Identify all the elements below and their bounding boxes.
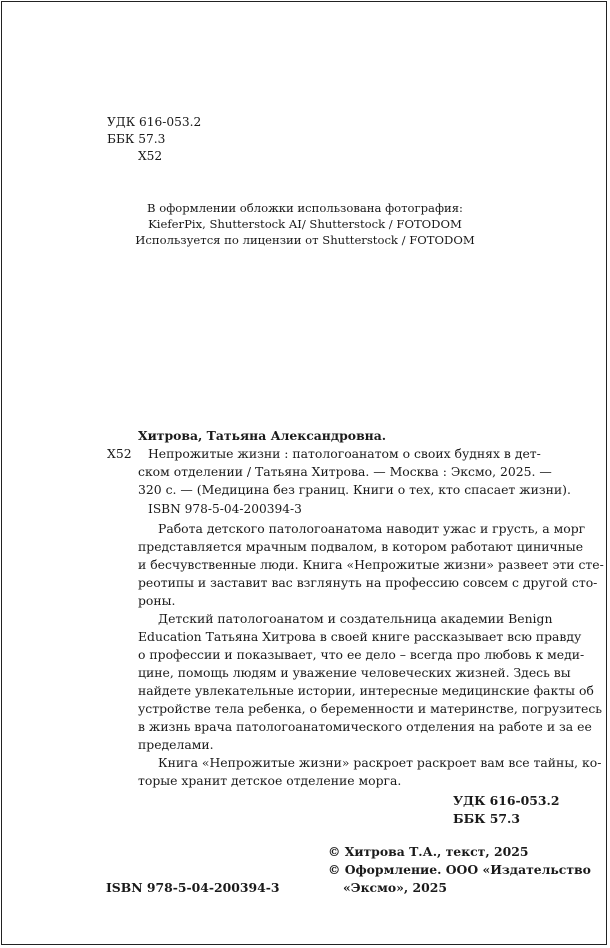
description-line: ском отделении / Татьяна Хитрова. — Москва : Эксмо, 2025. — bbox=[138, 464, 552, 479]
record-isbn: ISBN 978-5-04-200394-3 bbox=[148, 502, 302, 516]
annotation-line: торые хранит детское отделение морга. bbox=[138, 773, 402, 788]
annotation-line: устройстве тела ребенка, о беременности и материнстве, погрузитесь bbox=[138, 701, 603, 716]
author-sign: Х52 bbox=[107, 446, 132, 461]
annotation-line: представляется мрачным подвалом, в котором работают циничные bbox=[138, 539, 584, 554]
annotation-line: Детский патологоанатом и создательница академии Benign bbox=[158, 611, 553, 626]
annotation-line: Работа детского патологоанатома наводит ужас и грусть, а морг bbox=[158, 521, 586, 536]
description-line: Непрожитые жизни : патологоанатом о своих буднях в дет- bbox=[148, 446, 541, 461]
copyright-author: © Хитрова Т.А., текст, 2025 bbox=[328, 844, 529, 859]
cover-credit-line: Используется по лицензии от Shutterstock / FOTODOM bbox=[135, 233, 475, 247]
udk-code-top: УДК 616-053.2 bbox=[107, 115, 202, 129]
annotation-line: в жизнь врача патологоанатомического отделения на работе и за ее bbox=[138, 719, 592, 734]
annotation-line: и бесчувственные люди. Книга «Непрожитые жизни» развеет эти сте- bbox=[138, 557, 604, 572]
annotation-line: пределами. bbox=[138, 737, 214, 752]
annotation-line: найдете увлекательные истории, интересные медицинские факты об bbox=[138, 683, 594, 698]
annotation-line: роны. bbox=[138, 593, 176, 608]
annotation-line: цине, помощь людям и уважение человеческих жизней. Здесь вы bbox=[138, 665, 571, 680]
bbk-code-bottom: ББК 57.3 bbox=[453, 811, 520, 826]
annotation-line: о профессии и показывает, что ее дело – всегда про любовь к меди- bbox=[138, 647, 585, 662]
footer-isbn: ISBN 978-5-04-200394-3 bbox=[106, 880, 280, 895]
cover-credits bbox=[0, 200, 610, 248]
description-line: 320 с. — (Медицина без границ. Книги о тех, кто спасает жизни). bbox=[138, 482, 571, 497]
cover-credit-line: В оформлении обложки использована фотография: bbox=[147, 201, 463, 215]
annotation-line: реотипы и заставит вас взглянуть на профессию совсем с другой сто- bbox=[138, 575, 598, 590]
copyright-design-cont: «Эксмо», 2025 bbox=[343, 880, 447, 895]
author-heading: Хитрова, Татьяна Александровна. bbox=[138, 428, 387, 443]
bbk-code-top: ББК 57.3 bbox=[107, 132, 166, 146]
copyright-design: © Оформление. ООО «Издательство bbox=[328, 862, 591, 877]
udk-code-bottom: УДК 616-053.2 bbox=[453, 793, 560, 808]
annotation-line: Education Татьяна Хитрова в своей книге рассказывает всю правду bbox=[138, 629, 582, 644]
annotation-line: Книга «Непрожитые жизни» раскроет раскроет вам все тайны, ко- bbox=[158, 755, 602, 770]
author-sign-top: Х52 bbox=[138, 149, 163, 163]
cover-credit-line: KieferPix, Shutterstock AI/ Shutterstock / FOTODOM bbox=[148, 217, 462, 231]
